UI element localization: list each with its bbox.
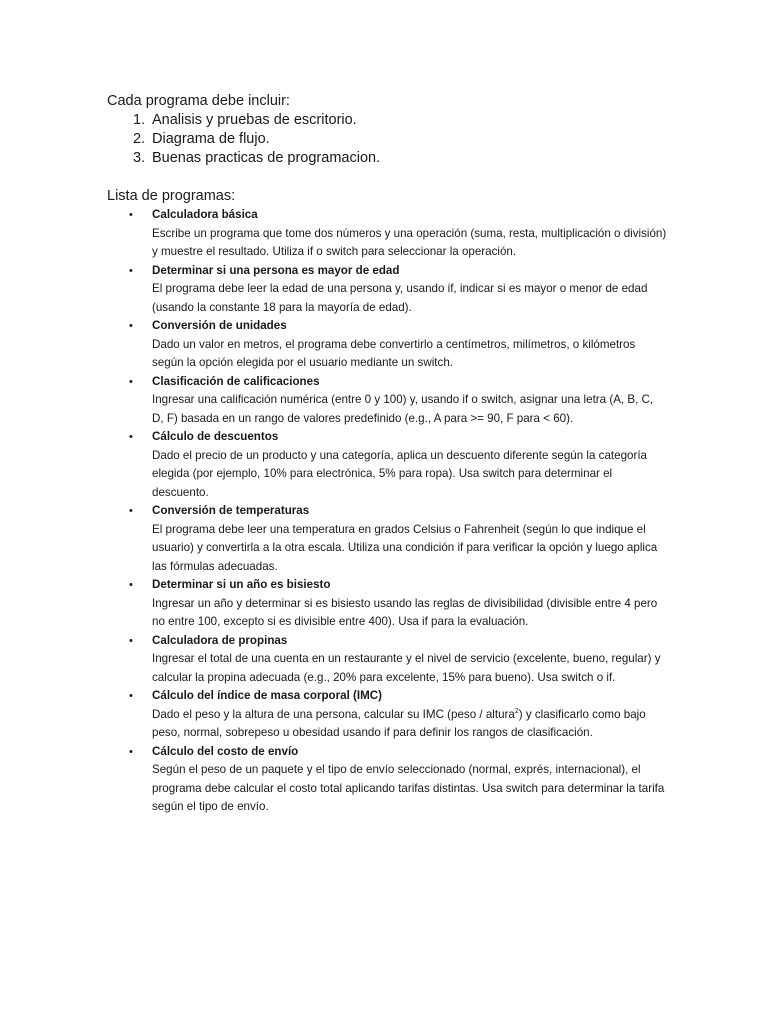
program-title: Determinar si un año es bisiesto xyxy=(152,578,331,591)
program-title: Calculadora de propinas xyxy=(152,633,288,647)
requirement-number: 2. xyxy=(133,131,146,147)
program-title: Conversión de temperaturas xyxy=(152,504,310,517)
requirement-text: Buenas practicas de programacion. xyxy=(152,150,381,166)
program-description: Según el peso de un paquete y el tipo de envío seleccionado (normal, exprés, internacional), el programa debe calcular el costo total aplicando tarifas distintas. Usa switch para determinar la tarifa según el tipo de envío. xyxy=(152,763,665,813)
bullet-icon: • xyxy=(129,209,133,221)
bullet-icon: • xyxy=(129,375,133,388)
program-description-part: ) y clasificarlo como bajo peso, normal, sobrepeso u obesidad usando if para definir los rangos de clasificación. xyxy=(152,707,646,739)
bullet-icon: • xyxy=(129,505,133,517)
bullet-icon: • xyxy=(129,264,133,277)
program-description: Ingresar una calificación numérica (entre 0 y 100) y, usando if o switch, asignar una letra (A, B, C, D, F) basada en un rango de valores predefinido (e.g., A para >= 90, F para < 60). xyxy=(152,393,654,425)
requirement-item xyxy=(107,111,667,130)
requirement-number: 1. xyxy=(133,112,146,128)
bullet-icon: • xyxy=(129,431,133,443)
program-item xyxy=(107,632,667,688)
program-item xyxy=(107,687,667,743)
program-item xyxy=(107,576,667,632)
program-item xyxy=(107,262,667,318)
programs-list xyxy=(107,206,667,817)
program-item xyxy=(107,743,667,817)
program-description: El programa debe leer una temperatura en grados Celsius o Fahrenheit (según lo que indique el usuario) y convertirla a la otra escala. Utiliza una condición if para verificar la opción y luego aplica las fórmulas adecuadas. xyxy=(152,522,658,573)
program-description: Dado un valor en metros, el programa debe convertirlo a centímetros, milímetros, o kilómetros según la opción elegida por el usuario mediante un switch. xyxy=(152,337,636,369)
requirement-number: 3. xyxy=(133,150,146,166)
program-title: Cálculo de descuentos xyxy=(152,430,279,443)
program-item xyxy=(107,373,667,429)
programs-heading: Lista de programas: xyxy=(107,188,236,204)
bullet-icon: • xyxy=(129,745,133,758)
requirement-text: Analisis y pruebas de escritorio. xyxy=(152,112,357,128)
program-title: Determinar si una persona es mayor de edad xyxy=(152,263,400,277)
intro-text: Cada programa debe incluir: xyxy=(107,93,290,109)
program-description: Ingresar el total de una cuenta en un restaurante y el nivel de servicio (excelente, bueno, regular) y calcular la propina adecuada (e.g., 20% para excelente, 15% para bueno). Usa switch o if. xyxy=(152,652,661,684)
program-title: Conversión de unidades xyxy=(152,319,287,332)
program-item xyxy=(107,428,667,502)
requirement-text: Diagrama de flujo. xyxy=(152,131,270,147)
program-title: Calculadora básica xyxy=(152,208,258,221)
program-description: El programa debe leer la edad de una persona y, usando if, indicar si es mayor o menor de edad (usando la constante 18 para la mayoría de edad). xyxy=(152,282,648,314)
program-description: Escribe un programa que tome dos números y una operación (suma, resta, multiplicación o división) y muestre el resultado. Utiliza if o switch para seleccionar la operación. xyxy=(152,226,667,258)
document-page xyxy=(107,92,667,817)
requirement-item xyxy=(107,130,667,149)
requirements-list xyxy=(107,111,667,168)
program-item xyxy=(107,206,667,262)
bullet-icon: • xyxy=(129,634,133,647)
program-title: Cálculo del costo de envío xyxy=(152,744,299,758)
bullet-icon: • xyxy=(129,320,133,332)
program-item xyxy=(107,502,667,576)
program-description xyxy=(152,706,667,743)
program-description: Dado el precio de un producto y una categoría, aplica un descuento diferente según la categoría elegida (por ejemplo, 10% para electrónica, 5% para ropa). Usa switch para determinar el descuento. xyxy=(152,448,648,499)
bullet-icon: • xyxy=(129,690,133,702)
program-title: Cálculo del índice de masa corporal (IMC) xyxy=(152,689,382,702)
superscript: 2 xyxy=(514,707,519,715)
program-description-part: Dado el peso y la altura de una persona, calcular su IMC (peso / altura xyxy=(152,707,515,721)
program-item xyxy=(107,317,667,373)
requirement-item xyxy=(107,149,667,168)
bullet-icon: • xyxy=(129,579,133,591)
program-description: Ingresar un año y determinar si es bisiesto usando las reglas de divisibilidad (divisible entre 4 pero no entre 100, excepto si es divisible entre 400). Usa if para la evaluación. xyxy=(152,596,658,628)
program-title: Clasificación de calificaciones xyxy=(152,374,320,388)
